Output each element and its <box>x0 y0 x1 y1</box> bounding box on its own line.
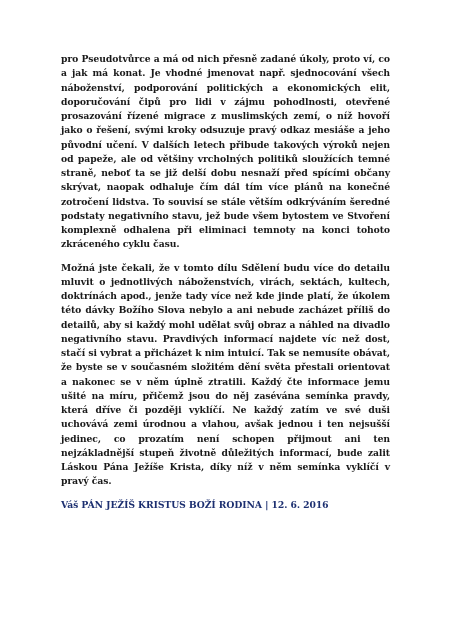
paragraph-2: Možná jste čekali, že v tomto dílu Sdělení budu více do detailu mluvit o jednotlivých náboženstvích, virách, sektách, kultech, doktrínách apod., jenže tady více než kde jinde platí, že úkolem této dávky Božího Slova nebylo a ani nebude zacházet příliš do detailů, aby si každý mohl udělat svůj obraz a náhled na divadlo negativního stavu. Pravdivých informací najdete víc než dost, stačí si vybrat a přicházet k nim intuicí. Tak se nemusíte obávat, že byste se v současném složitém dění světa přestali orientovat a nakonec se v něm úplně ztratili. Každý čte informace jemu ušité na míru, přičemž jsou do něj zasévána semínka pravdy, která dříve či později vyklíčí. Ne každý zatím ve své duši uchovává zemi úrodnou a vlahou, avšak jednou i ten nejsušší jedinec, co prozatím není schopen přijmout ani ten nejzákladnější stupeň životně důležitých informací, bude zalit Láskou Pána Ježíše Krista, díky níž v něm semínka vyklíčí v pravý čas. <box>61 262 390 488</box>
paragraph-1: pro Pseudotvůrce a má od nich přesně zadané úkoly, proto ví, co a jak má konat. Je vhodné jmenovat např. sjednocování všech náboženství, podporování politických a ekonomických elit, doporučování čipů pro lidi v zájmu pohodlnosti, otevřené prosazování řízené migrace z muslimských zemí, o níž hovoří jako o řešení, svými kroky odsuzuje pravý odkaz mesiáše a jeho původní učení. V dalších letech přibude takových výroků nejen od papeže, ale od většiny vrcholných politiků sloužících temné straně, neboť ta se již delší dobu nesnaží před spícími občany skrývat, naopak odhaluje čím dál tím více plánů na konečné zotročení lidstva. To souvisí se stále větším odkrýváním šeredné podstaty negativního stavu, jež bude všem bytostem ve Stvoření komplexně odhalena při eliminaci temnoty na konci tohoto zkráceného cyklu času. <box>61 54 390 251</box>
document-body <box>61 53 390 513</box>
signature-line: Váš PÁN JEŽÍŠ KRISTUS BOŽÍ RODINA | 12. 6. 2016 <box>61 499 329 511</box>
